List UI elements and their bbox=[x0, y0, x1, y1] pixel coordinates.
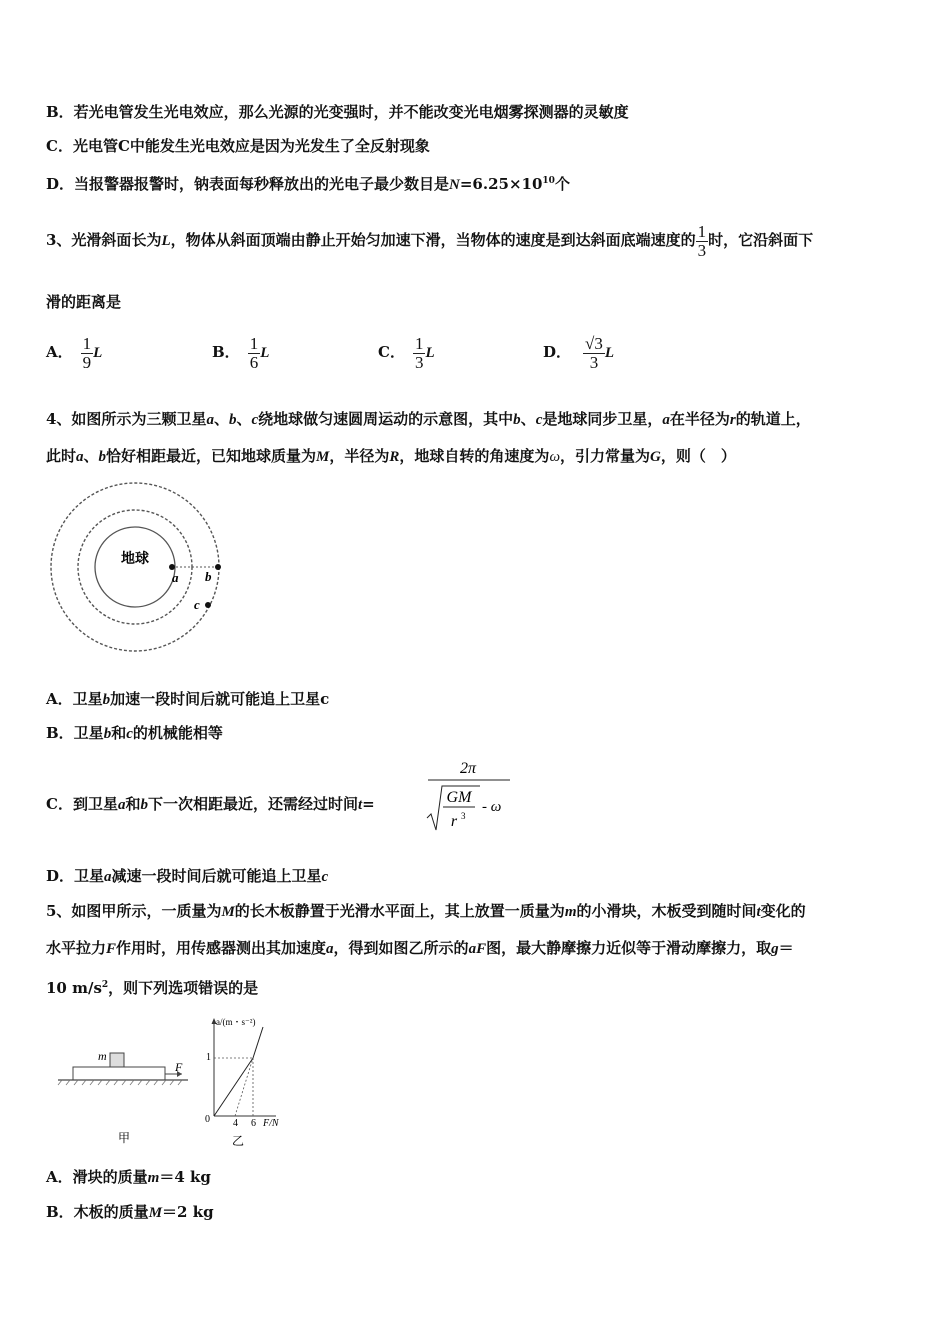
label-F: F bbox=[175, 1060, 183, 1074]
q3-stem-line2: 滑的距离是 bbox=[46, 293, 122, 311]
ground-hatch bbox=[58, 1080, 182, 1085]
formula-tail: - ω bbox=[482, 799, 502, 815]
origin-label: 0 bbox=[205, 1114, 210, 1125]
formula-inner-num: GM bbox=[446, 789, 472, 806]
y-tick-1: 1 bbox=[206, 1052, 211, 1063]
q2-option-d: D．当报警器报警时，钠表面每秒释放出的光电子最少数目是$N=6.25\times 10^{10}$个 bbox=[46, 175, 570, 193]
q3-stem: 3、光滑斜面长为L，物体从斜面顶端由静止开始匀加速下滑，当物体的速度是到达斜面底端速度的 $\frac{1}{3}$ 时，它沿斜面下 bbox=[46, 221, 814, 260]
earth-label: 地球 bbox=[121, 552, 149, 567]
formula-inner-exp: 3 bbox=[461, 811, 466, 821]
q5-option-a: A．滑块的质量m＝4 kg bbox=[46, 1168, 211, 1186]
label-b: b bbox=[205, 569, 212, 584]
q5-figure-yi bbox=[196, 1012, 300, 1150]
board bbox=[73, 1067, 165, 1080]
q5-stem-line1: 5、如图甲所示，一质量为M的长木板静置于光滑水平面上，其上放置一质量为m的小滑块，木板受到随时间t变化的 bbox=[46, 902, 806, 920]
caption-yi: 乙 bbox=[231, 1134, 245, 1148]
formula-numerator: 2π bbox=[459, 760, 477, 777]
label-a: a bbox=[172, 570, 179, 585]
segment-high bbox=[253, 1027, 263, 1058]
q5-option-b: B．木板的质量M＝2 kg bbox=[46, 1203, 214, 1221]
q4-option-d: D．卫星a减速一段时间后就可能追上卫星c bbox=[46, 867, 329, 885]
label-m: m bbox=[98, 1049, 107, 1063]
q4-stem-line2: 此时a、b恰好相距最近，已知地球质量为M，半径为R，地球自转的角速度为ω，引力常量为G，则（ ） bbox=[46, 447, 736, 465]
q4-orbit-figure bbox=[46, 478, 236, 658]
satellite-b bbox=[215, 564, 221, 570]
satellite-c bbox=[205, 602, 211, 608]
q2-option-c: C．光电管C中能发生光电效应是因为光发生了全反射现象 bbox=[46, 137, 430, 155]
q3-option-b: B． $\frac{1}{6}$ L bbox=[212, 333, 270, 372]
x-axis-label: F/N bbox=[263, 1118, 279, 1129]
x-tick-4: 4 bbox=[233, 1118, 238, 1129]
caption-jia: 甲 bbox=[117, 1131, 131, 1145]
q4-stem-line1: 4、如图所示为三颗卫星a、b、c绕地球做匀速圆周运动的示意图，其中b、c是地球同步卫星，a在半径为r的轨道上， bbox=[46, 410, 811, 428]
q4-option-c: C．到卫星a和b下一次相距最近，还需经过时间t= bbox=[46, 795, 375, 813]
y-axis-label: a/(m・s⁻²) bbox=[216, 1017, 256, 1027]
q5-figure-jia bbox=[54, 1040, 194, 1150]
earth bbox=[95, 527, 175, 607]
q2-option-b: B．若光电管发生光电效应，那么光源的光变强时，并不能改变光电烟雾探测器的灵敏度 bbox=[46, 103, 629, 121]
q3-option-c: C． $\frac{1}{3}$ L bbox=[378, 333, 435, 372]
q3-stem-fraction: $\frac{1}{3}$ bbox=[697, 221, 707, 260]
segment-low bbox=[214, 1058, 253, 1116]
formula-inner-den: r bbox=[450, 813, 458, 830]
q5-stem-line2: 水平拉力F作用时，用传感器测出其加速度a，得到如图乙所示的aF图，最大静摩擦力近似等于滑动摩擦力，取g＝ bbox=[46, 939, 794, 957]
block-m bbox=[110, 1053, 124, 1067]
x-tick-6: 6 bbox=[251, 1118, 256, 1129]
q3-option-d: D． $\frac{√3}{3}$ L bbox=[543, 333, 615, 372]
q4-option-a: A．卫星b加速一段时间后就可能追上卫星c bbox=[46, 690, 330, 708]
q5-stem-line3: 10 $m/s^2$，则下列选项错误的是 bbox=[46, 979, 259, 997]
extension-line bbox=[235, 1058, 253, 1116]
q4-option-b: B．卫星b和c的机械能相等 bbox=[46, 724, 223, 742]
q3-option-a: A． $\frac{1}{9}$ L bbox=[46, 333, 103, 372]
q4-option-c-formula bbox=[424, 756, 520, 836]
label-c: c bbox=[194, 597, 200, 612]
